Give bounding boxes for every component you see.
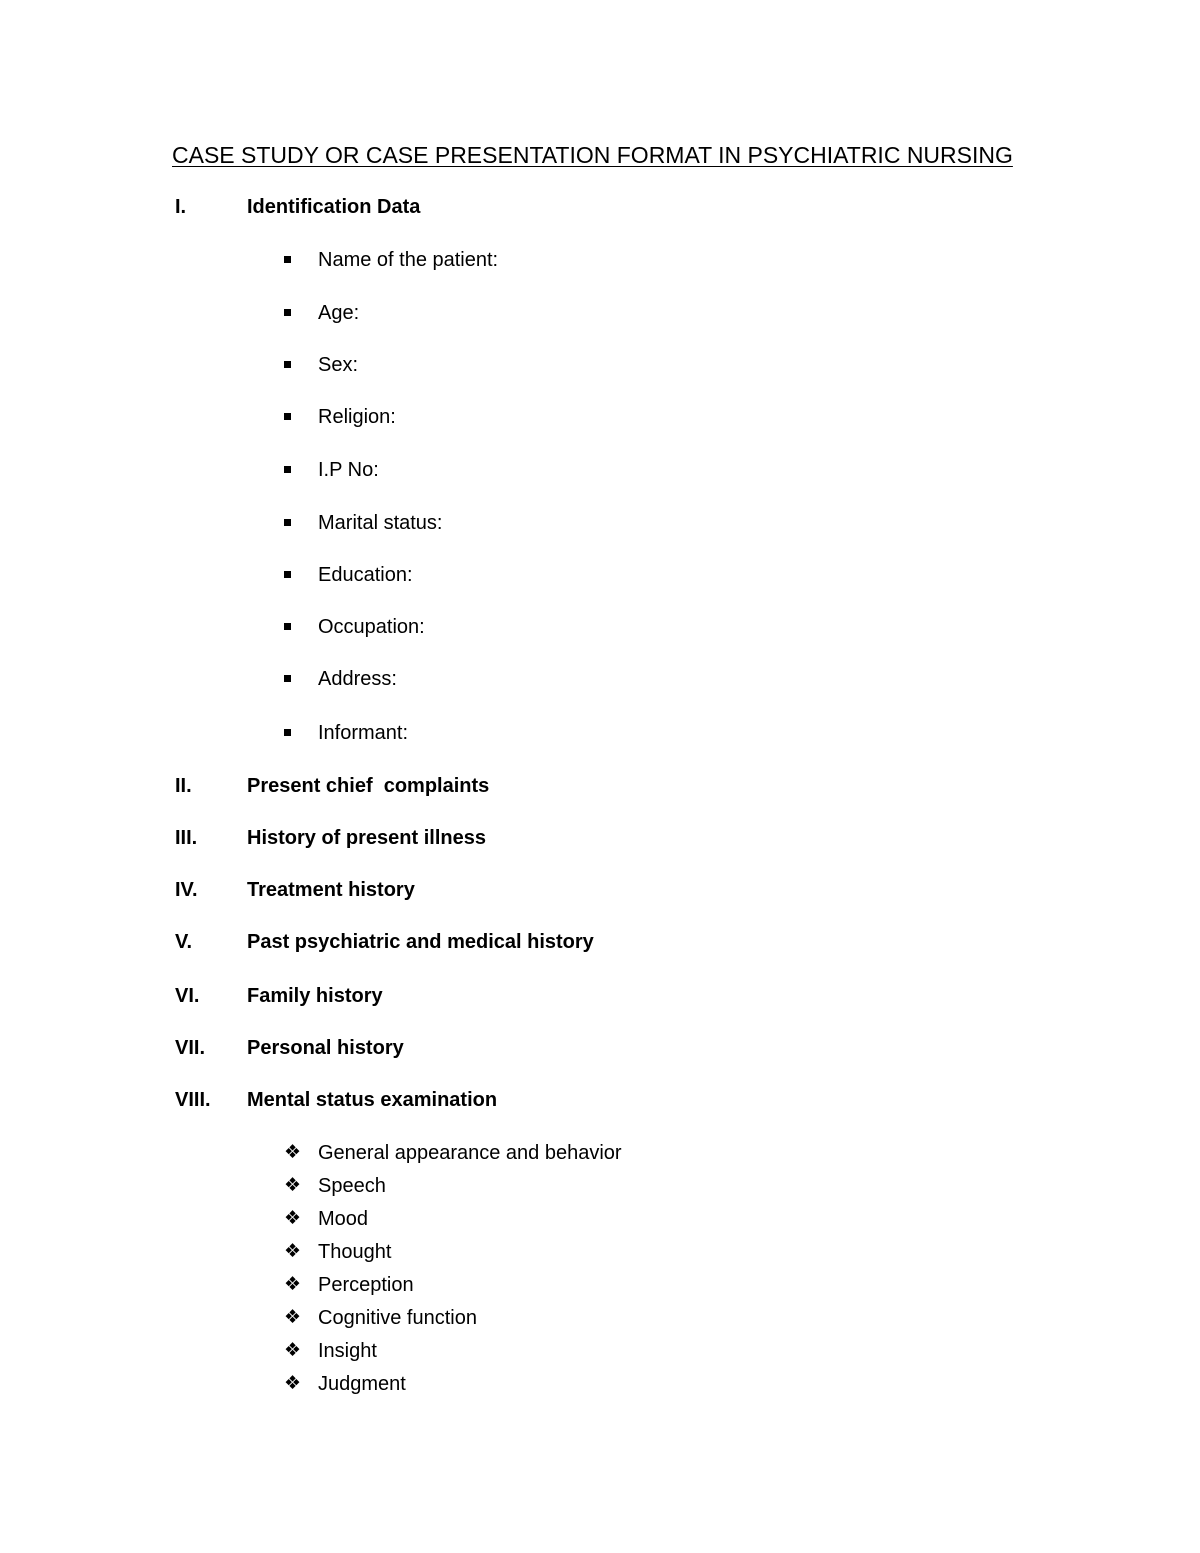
section-heading: Present chief complaints (247, 775, 490, 797)
section-numeral: VII. (175, 1037, 206, 1059)
square-bullet-icon (284, 571, 291, 578)
section-numeral: III. (175, 827, 198, 849)
square-bullet-icon (284, 623, 291, 630)
list-item-label: Speech (318, 1175, 386, 1197)
square-bullet-icon (284, 519, 291, 526)
square-bullet-icon (284, 309, 291, 316)
list-item-label: Education: (318, 564, 413, 586)
list-item-label: General appearance and behavior (318, 1142, 622, 1164)
section-heading: Treatment history (247, 879, 415, 901)
section-heading: Family history (247, 985, 383, 1007)
diamond-bullet-icon: ❖ (284, 1208, 302, 1229)
section-numeral: V. (175, 931, 193, 953)
square-bullet-icon (284, 729, 291, 736)
square-bullet-icon (284, 256, 291, 263)
diamond-bullet-icon: ❖ (284, 1241, 302, 1262)
list-item-label: Age: (318, 302, 360, 324)
section-heading: History of present illness (247, 827, 486, 849)
diamond-bullet-icon: ❖ (284, 1142, 302, 1163)
section-numeral: IV. (175, 879, 198, 901)
page-title: CASE STUDY OR CASE PRESENTATION FORMAT IN PSYCHIATRIC NURSING (172, 142, 1013, 168)
diamond-bullet-icon: ❖ (284, 1274, 302, 1295)
diamond-bullet-icon: ❖ (284, 1373, 302, 1394)
list-item-label: Sex: (318, 354, 359, 376)
section-numeral: VIII. (175, 1089, 211, 1111)
square-bullet-icon (284, 466, 291, 473)
section-heading: Mental status examination (247, 1089, 498, 1111)
section-numeral: II. (175, 775, 192, 797)
list-item-label: Occupation: (318, 616, 425, 638)
list-item-label: I.P No: (318, 459, 379, 481)
section-heading: Identification Data (247, 196, 421, 218)
list-item-label: Perception (318, 1274, 414, 1296)
list-item-label: Address: (318, 668, 397, 690)
square-bullet-icon (284, 361, 291, 368)
list-item-label: Name of the patient: (318, 249, 499, 271)
list-item-label: Informant: (318, 722, 409, 744)
list-item-label: Religion: (318, 406, 396, 428)
list-item-label: Cognitive function (318, 1307, 477, 1329)
section-numeral: I. (175, 196, 187, 218)
square-bullet-icon (284, 413, 291, 420)
list-item-label: Mood (318, 1208, 369, 1230)
list-item-label: Marital status: (318, 512, 443, 534)
list-item-label: Judgment (318, 1373, 406, 1395)
section-numeral: VI. (175, 985, 200, 1007)
diamond-bullet-icon: ❖ (284, 1340, 302, 1361)
section-heading: Personal history (247, 1037, 404, 1059)
list-item-label: Thought (318, 1241, 392, 1263)
diamond-bullet-icon: ❖ (284, 1175, 302, 1196)
diamond-bullet-icon: ❖ (284, 1307, 302, 1328)
section-heading: Past psychiatric and medical history (247, 931, 594, 953)
list-item-label: Insight (318, 1340, 377, 1362)
square-bullet-icon (284, 675, 291, 682)
